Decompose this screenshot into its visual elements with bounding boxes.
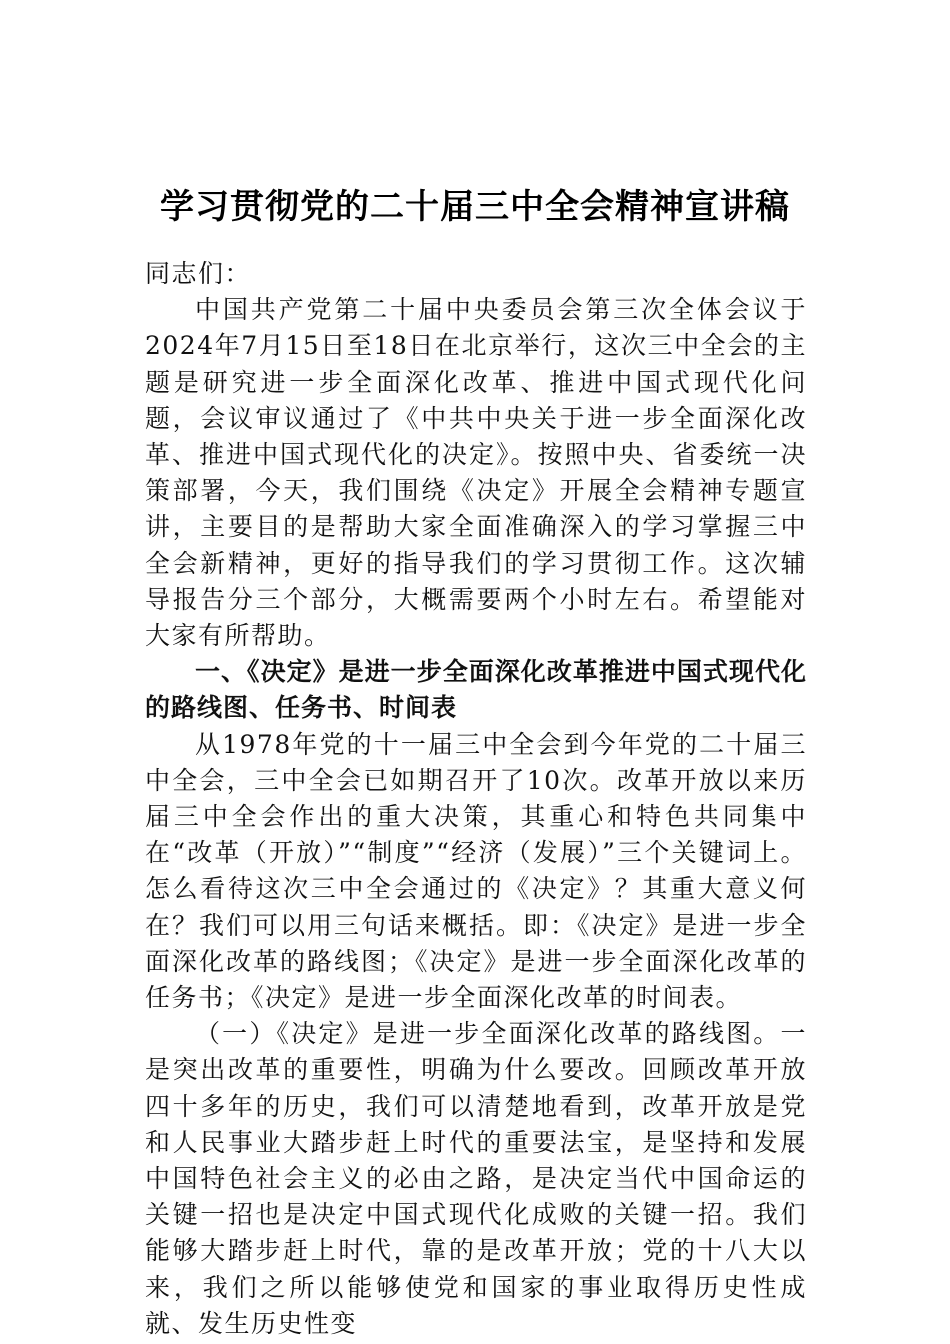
document-title: 学习贯彻党的二十届三中全会精神宣讲稿: [160, 186, 790, 227]
section-paragraph-2: （一）《决定》是进一步全面深化改革的路线图。一是突出改革的重要性，明确为什么要改。回顾改革开放四十多年的历史，我们可以清楚地看到，改革开放是党和人民事业大踏步赶上时代的重要法宝，是坚持和发展中国特色社会主义的必由之路，是决定当代中国命运的关键一招也是决定中国式现代化成败的关键一招。我们能够大踏步赶上时代，靠的是改革开放；党的十八大以来，我们之所以能够使党和国家的事业取得历史性成就、发生历史性变: [145, 1019, 807, 1338]
document-body: [145, 256, 807, 1342]
section-heading: 一、《决定》是进一步全面深化改革推进中国式现代化的路线图、任务书、时间表: [145, 657, 807, 723]
section-paragraph-1: 从1978年党的十一届三中全会到今年党的二十届三中全会，三中全会已如期召开了10次。改革开放以来历届三中全会作出的重大决策，其重心和特色共同集中在“改革（开放）”“制度”“经济（发展）”三个关键词上。怎么看待这次三中全会通过的《决定》？其重大意义何在？我们可以用三句话来概括。即：《决定》是进一步全面深化改革的路线图；《决定》是进一步全面深化改革的任务书；《决定》是进一步全面深化改革的时间表。: [145, 729, 807, 1013]
intro-paragraph: 中国共产党第二十届中央委员会第三次全体会议于2024年7月15日至18日在北京举行，这次三中全会的主题是研究进一步全面深化改革、推进中国式现代化问题，会议审议通过了《中共中央关于进一步全面深化改革、推进中国式现代化的决定》。按照中央、省委统一决策部署，今天，我们围绕《决定》开展全会精神专题宣讲，主要目的是帮助大家全面准确深入的学习掌握三中全会新精神，更好的指导我们的学习贯彻工作。这次辅导报告分三个部分，大概需要两个小时左右。希望能对大家有所帮助。: [145, 295, 807, 651]
salutation: 同志们：: [145, 259, 252, 288]
